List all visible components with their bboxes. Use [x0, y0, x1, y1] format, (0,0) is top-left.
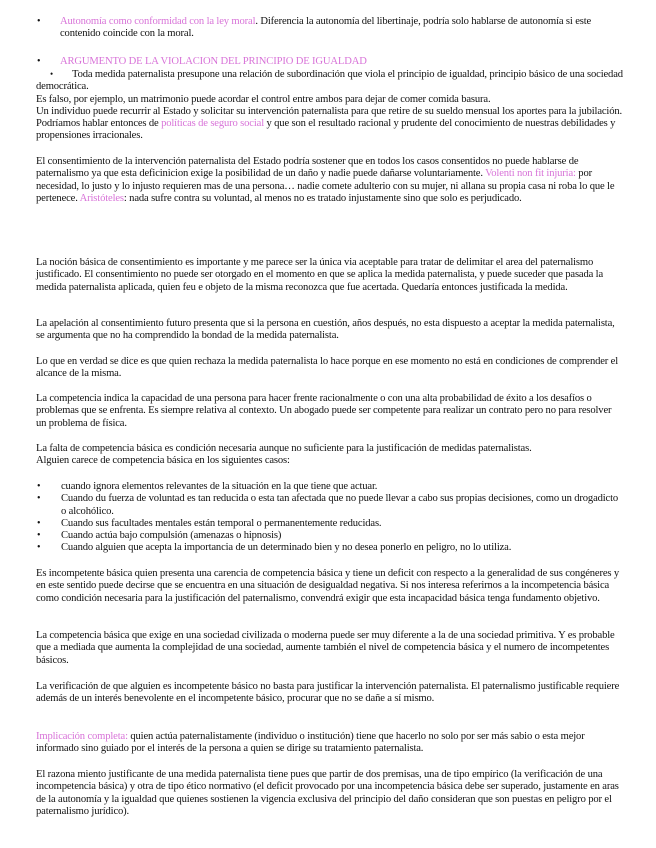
argumento-body: • Toda medida paternalista presupone una relación de subordinación que viola el principio de igualdad, principio básico de una sociedad democrática. Es falso, por ejemplo, un matrimonio puede acordar el control entre ambos para dejar de comer comida basura. Un individuo puede recurrir al Estado y solicitar su intervención paternalista para que retire de su sueldo mensual los aportes para la jubilación. Podríamos hablar entonces de políticas de seguro social y que son el resultado racional y prudente del conocimiento de nuestras debilidades y propensiones irracionales.	[36, 69, 623, 142]
paragraph-consentimiento: El consentimiento de la intervención paternalista del Estado podría sostener que en todos los casos consentidos no puede hablarse de paternalismo ya que esta deficinicion exige la posibilidad de un daño y nadie puede dañarse voluntariamente. Volenti non fit injuria: por necesidad, lo justo y lo injusto requieren mas de una persona… nadie comete adulterio con su mujer, ni allana su propia casa ni roba lo que le pertenece. Aristóteles: nada sufre contra su voluntad, al menos no es tratado injustamente sino que solo es perjudicado.	[36, 156, 615, 204]
paragraph-implicacion: Implicación completa: quien actúa paternalistamente (individuo o institución) tiene que hacerlo no solo por ser más sabio o esta mejor informado sino guiado por el interés de la persona a quien se dirige su tratamiento paternalista.	[36, 731, 585, 755]
paragraph-falta-competencia: La falta de competencia básica es condición necesaria aunque no suficiente para la justificación de medidas paternalistas. Alguien carece de competencia básica en los siguientes casos:	[36, 443, 532, 467]
paragraph-verificacion: La verificación de que alguien es incompetente básico no basta para justificar la intervención paternalista. El paternalismo justificable requiere además de un interés benevolente en el incompetente básico, procurar que no se dañe a sí mismo.	[36, 681, 620, 705]
link-volenti[interactable]: Volenti non fit injuria:	[485, 168, 576, 180]
link-argumento[interactable]: ARGUMENTO DE LA VIOLACION DEL PRINCIPIO DE IGUALDAD	[60, 56, 367, 67]
link-politicas-seguro-social[interactable]: políticas de seguro social	[161, 118, 264, 130]
bullet-autonomia: •	[37, 16, 41, 27]
list-item: • cuando ignora elementos relevantes de la situación en la que tiene que actuar.	[37, 481, 378, 492]
paragraph-autonomia: Autonomía como conformidad con la ley moral. Diferencia la autonomía del libertinaje, podría solo hablarse de autonomía si este contenido coincide con la moral.	[60, 16, 592, 40]
paragraph-consentimiento-futuro: La apelación al consentimiento futuro presenta que si la persona en cuestión, años después, no esta dispuesto a aceptar la medida paternalista, se argumenta que no ha comprendido la bondad de la medida paternalista.	[36, 318, 615, 342]
link-implicacion-completa[interactable]: Implicación completa:	[36, 731, 128, 742]
list-item: • Cuando sus facultades mentales están temporal o permanentemente reducidas.	[37, 517, 382, 529]
list-item: • Cuando actúa bajo compulsión (amenazas o hipnosis)	[37, 530, 282, 542]
paragraph-competencia: La competencia indica la capacidad de una persona para hacer frente racionalmente o con una alta probabilidad de éxito a los desafíos o problemas que se enfrenta. Es siempre relativa al contexto. Un abogado puede ser competente para realizar un contrato pero no para resolver un problema de física.	[36, 393, 612, 429]
paragraph-sociedad-civilizada: La competencia básica que exige en una sociedad civilizada o moderna puede ser muy diferente a la de una sociedad primitiva. Y es probable que a mediada que aumenta la complejidad de una sociedad, aumente también el nivel de competencia básica y el numero de incompetentes básicos.	[36, 630, 615, 666]
competencia-list	[36, 481, 624, 555]
list-item: • Cuando du fuerza de voluntad es tan reducida o esta tan afectada que no puede llevar a cabo sus propias decisiones, como un drogadicto o alcohólico.	[37, 493, 619, 517]
paragraph-incompetente-basico: Es incompetente básica quien presenta una carencia de competencia básica y tiene un deficit con respecto a la generalidad de sus congéneres y en este sentido puede decirse que se encuentra en una situación de desigualdad negativa. Si nos interesa referirnos a la incompetencia básica como condición necesaria para la justificación del paternalismo, convendrá exigir que esta incapacidad básica tenga fundamento objetivo.	[36, 568, 620, 604]
sub-bullet: •	[50, 69, 54, 79]
paragraph-nocion-basica: La noción básica de consentimiento es importante y me parece ser la única via aceptable para tratar de delimitar el area del paternalismo justificado. El consentimiento no puede ser otorgado en el momento en que se aplica la medida paternalista, y puede suceder que pasada la medida paternalista aplicada, quien feu e objeto de la misma reconozca que fue acertada. Quedaría entonces justificada la medida.	[36, 257, 604, 293]
paragraph-rechazo: Lo que en verdad se dice es que quien rechaza la medida paternalista lo hace porque en ese momento no está en condiciones de comprender el alcance de la misma.	[36, 356, 619, 380]
link-aristoteles[interactable]: Aristóteles	[79, 192, 124, 204]
link-autonomia[interactable]: Autonomía como conformidad con la ley moral	[60, 16, 256, 27]
argumento-line2: Es falso, por ejemplo, un matrimonio puede acordar el control entre ambos para dejar de comer comida basura.	[36, 93, 491, 105]
heading-argumento-igualdad	[60, 56, 620, 68]
list-item: • Cuando alguien que acepta la importancia de un determinado bien y no desea ponerlo en peligro, no lo utiliza.	[37, 542, 512, 554]
bullet-argumento: •	[37, 56, 41, 67]
paragraph-razonamiento-final: El razona miento justificante de una medida paternalista tiene pues que partir de dos premisas, una de tipo empírico (la verificación de una incompetencia básica) y otra de tipo ético normativo (el deficit provocado por una incompetencia básica debe ser superado, justamente en aras de la autonomía y la igualdad que quienes sostienen la vigencia exclusiva del principio del daño consideran que son puestas en peligro por el paternalismo jurídico).	[36, 769, 619, 817]
